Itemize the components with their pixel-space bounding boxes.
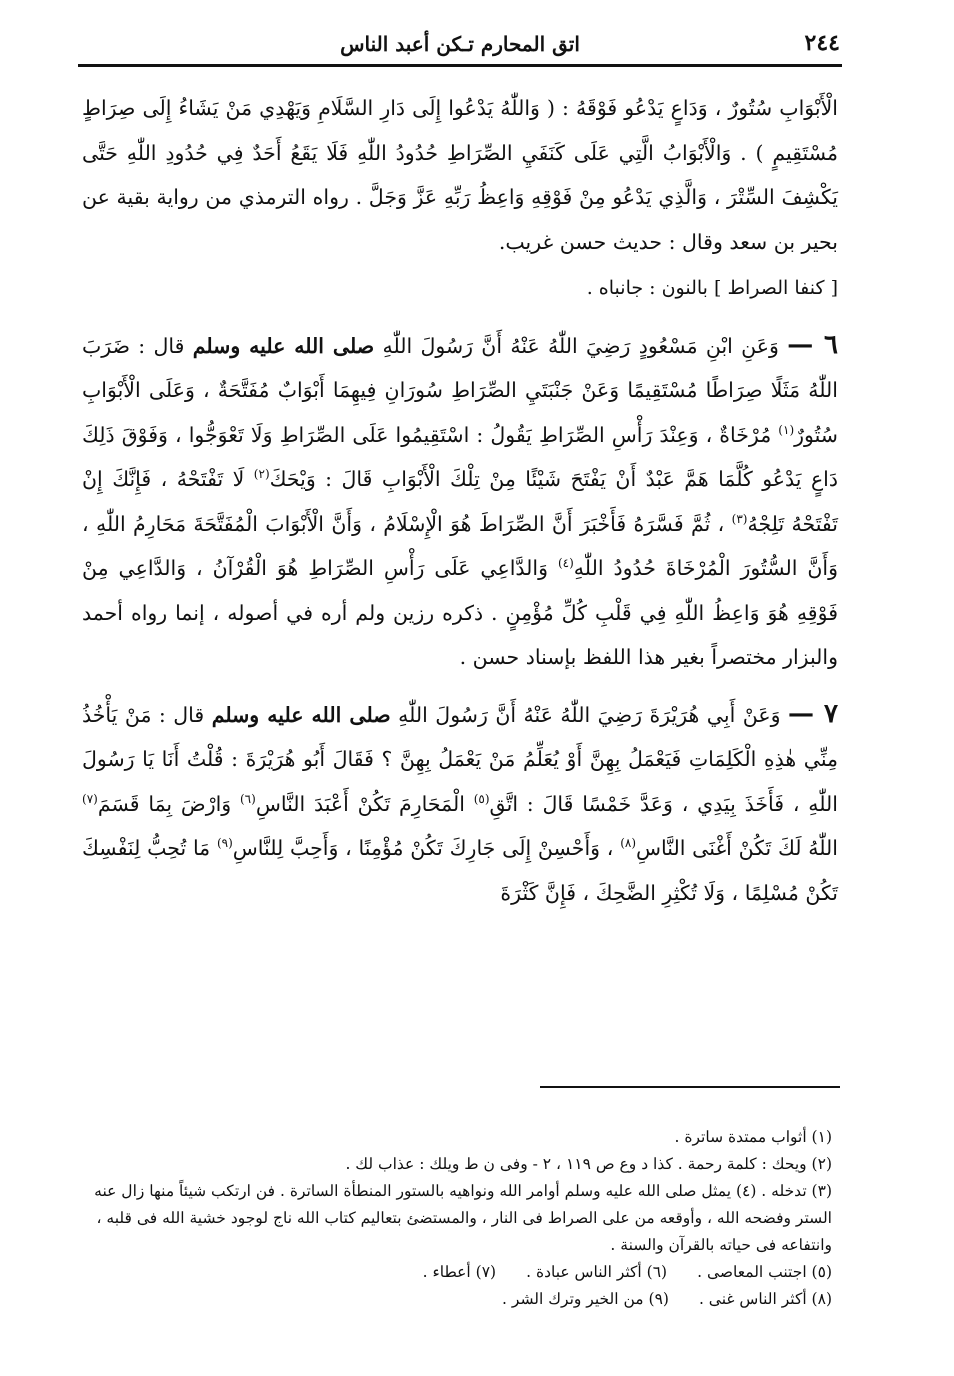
footnote-ref: (٨) [620,836,637,851]
footnote-5: (٥) اجتنب المعاصى . [697,1263,832,1281]
footnote-ref: (٩) [216,836,233,851]
hadith-text: وَارْضَ بِمَا قَسَمَ [97,791,232,816]
hadith-text: اللّٰهُ لَكَ تَكُنْ أَغْنَى النَّاسِ [636,836,838,860]
hadith-text: قال : مَنْ يَأْخُذُ مِنِّي هٰذِهِ الْكَلِمَاتِ فَيَعْمَلُ بِهِنَّ أَوْ يُعَلِّمُ مَنْ يَعْمَلُ بِهِنَّ ؟ فَقَالَ أَبُو هُرَيْرَةَ : قُلْتُ أَنَا يَا رَسُولَ اللّٰهِ ، فَأَخَذَ بِيَدِي ، وَعَدَّ خَمْسًا قَالَ : اتَّقِ [82,702,838,816]
footnote-row [82,1286,832,1313]
running-title: اتق المحارم تـكن أعبد الناس [340,32,580,56]
footnote-1: (١) أثواب ممتدة ساترة . [674,1128,832,1146]
hadith-text: مَا تُحِبُّ لِنَفْسِكَ تَكُنْ مُسْلِمًا ، وَلَا تُكْثِرِ الضَّحِكَ ، فَإِنَّ كَثْرَةَ [82,836,838,905]
footnote-9: (٩) من الخير وترك الشر . [502,1290,669,1308]
hadith-intro: وَعَنْ أَبِي هُرَيْرَةَ رَضِيَ اللّٰهُ عَنْهُ أَنَّ رَسُولَ اللّٰهِ [398,702,781,727]
footnotes [82,1124,832,1313]
footnote-ref: (٧) [82,791,98,806]
hadith-6 [82,323,838,680]
gloss-note [82,266,838,311]
footnote-ref: (٦) [239,791,256,806]
paragraph-continuation [82,86,838,264]
hadith-text: قال : ضَرَبَ اللّٰهُ مَثَلًا صِرَاطًا مُسْتَقِيمًا وَعَنْ جَنْبَتَيِ الصِّرَاطِ سُورَانِ فِيهِمَا أَبْوَابٌ مُفَتَّحَةٌ ، وَعَلَى الْأَبْوَابِ سُتُورٌ [82,333,838,447]
hadith-text: ، ثُمَّ فَسَّرَهُ فَأَخْبَرَ أَنَّ الصِّرَاطَ هُوَ الْإِسْلَامُ ، وَأَنَّ الْأَبْوَابَ الْمُفَتَّحَةَ مَحَارِمُ اللّٰهِ ، وَأَنَّ السُّتُورَ الْمُرْخَاةَ حُدُودُ اللّٰهِ [82,511,838,580]
footnote-3-4: (٣) تدخله . (٤) يمثل صلى الله عليه وسلم أوامر الله ونواهيه بالستور المنطأة الساترة . فن ارتكب شيئاً منها زال عنه الستر وفضحه الله ، وأوقعه من على الصراط فى النار ، والمستضئ بتعاليم كتاب الله ناج لوجود خشية الله فى قلبه ، وانتفاعه فى حياته بالقرآن والسنة . [94,1182,832,1254]
main-text [82,86,838,915]
page-header [80,18,840,60]
paragraph-text: الْأَبْوَابِ سُتُورٌ ، وَدَاعٍ يَدْعُو فَوْقَهُ : ( وَاللّٰهُ يَدْعُوا إِلَى دَارِ السَّلَامِ وَيَهْدِي مَنْ يَشَاءُ إِلَى صِرَاطٍ مُسْتَقِيمٍ ) . وَالْأَبْوَابُ الَّتِي عَلَى كَنَفَيِ الصِّرَاطِ حُدُودُ اللّٰهِ فَلَا يَقَعُ أَحَدٌ فِي حُدُودِ اللّٰهِ حَتَّى يَكْشِفَ السِّتْرَ ، وَالَّذِي يَدْعُو مِنْ فَوْقِهِ وَاعِظُ رَبِّهِ عَزَّ وَجَلَّ . رواه الترمذي من رواية بقية عن بحير بن سعد وقال : حديث حسن غريب. [82,96,838,254]
hadith-text: مُرْخَاةٌ ، وَعِنْدَ رَأْسِ الصِّرَاطِ يَقُولُ : اسْتَقِيمُوا عَلَى الصِّرَاطِ وَلَا تَعْوَجُّوا ، وَفَوْقَ ذَلِكَ دَاعٍ يَدْعُو كُلَّمَا هَمَّ عَبْدٌ أَنْ يَفْتَحَ شَيْئًا مِنْ تِلْكَ الْأَبْوَابِ قَالَ : وَيْحَكَ [82,422,838,491]
footnote-8: (٨) أكثر الناس غنى . [698,1290,832,1308]
footnote-ref: (١) [778,422,795,437]
footnote-ref: (٤) [557,556,574,571]
salawat: صلى الله عليه وسلم [192,333,375,358]
footnote-ref: (٥) [473,791,490,806]
page-number: ٢٤٤ [804,30,840,56]
footnote-rule [540,1086,840,1088]
gloss-text: [ كنفا الصراط ] بالنون : جانباه . [586,277,838,299]
hadith-number: ٦ — [787,329,838,360]
footnote-ref: (٢) [253,467,270,482]
footnote-2: (٢) ويحك : كلمة رحمة . كذا د وع ص ١١٩ ، ٢ - وفى ن ط ويلك : عذاب لك . [345,1155,832,1173]
hadith-number: ٧ — [787,698,838,729]
footnote-ref: (٣) [731,511,748,526]
hadith-7 [82,692,838,916]
hadith-intro: وَعَنِ ابْنِ مَسْعُودٍ رَضِيَ اللّٰهُ عَنْهُ أَنَّ رَسُولَ اللّٰهِ [382,333,779,358]
hadith-text: وَالدَّاعِي عَلَى رَأْسِ الصِّرَاطِ هُوَ الْقُرْآنُ ، وَالدَّاعِي مِنْ فَوْقِهِ هُوَ وَاعِظُ اللّٰهِ فِي قَلْبِ كُلِّ مُؤْمِنٍ . ذكره رزين ولم أره في أصوله ، إنما رواه أحمد والبزار مختصراً بغير هذا اللفظ بإسناد حسن . [82,556,838,669]
footnote-7: (٧) أعطاء . [422,1263,497,1281]
header-rule [78,64,842,67]
hadith-text: لَا تَفْتَحْهُ ، فَإِنَّكَ إِنْ تَفْتَحْهُ تَلِجْهُ [82,467,838,536]
footnote-row [82,1259,832,1286]
footnote-6: (٦) أكثر الناس عبادة . [526,1263,668,1281]
hadith-text: الْمَحَارِمَ تَكُنْ أَعْبَدَ النَّاسِ [255,791,465,816]
salawat: صلى الله عليه وسلم [211,702,391,727]
hadith-text: ، وَأَحْسِنْ إِلَى جَارِكَ تَكُنْ مُؤْمِنًا ، وَأَحِبَّ لِلنَّاسِ [232,836,614,860]
